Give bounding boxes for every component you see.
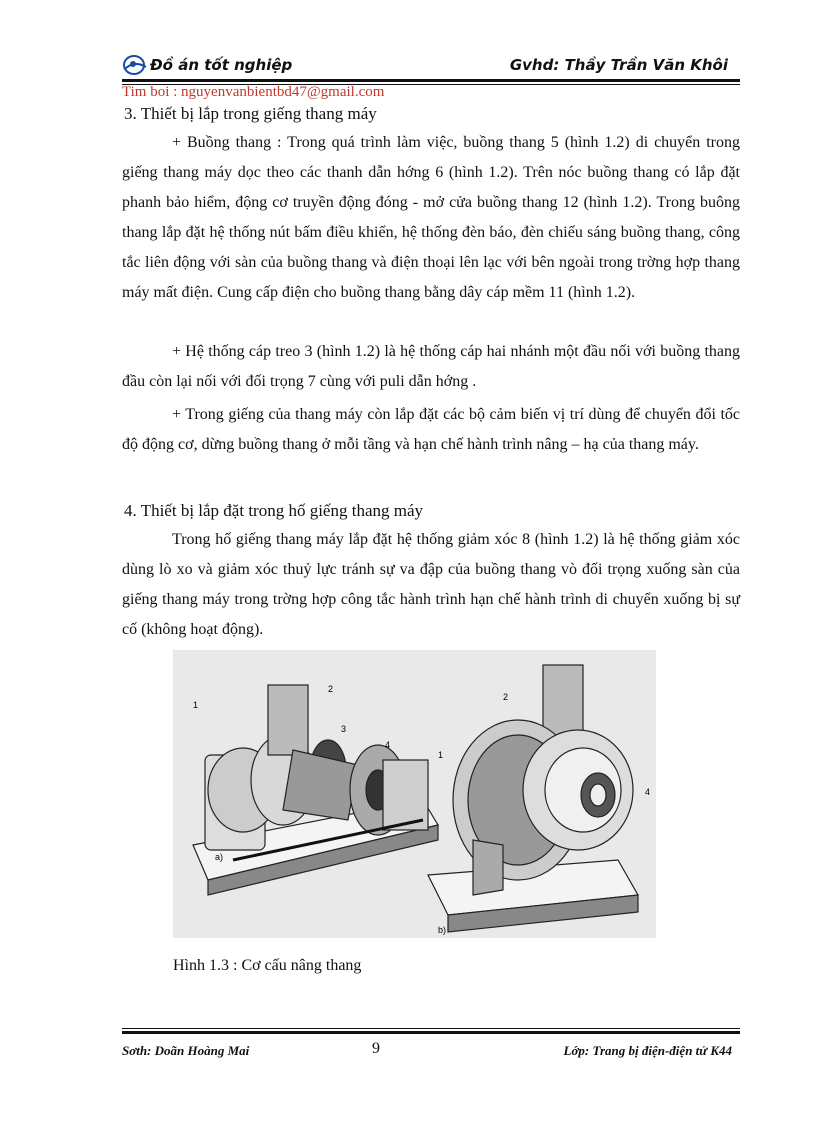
figure-label-a4: 4: [385, 740, 391, 750]
figure-label-b2: 2: [503, 692, 509, 702]
section-3-paragraph-3: + Trong giếng của thang máy còn lắp đặt các bộ cảm biến vị trí dùng để chuyển đổi tốc độ động cơ, dừng buồng thang ở mỗi tầng và hạn chế hành trình nâng – hạ của thang máy.: [122, 406, 740, 453]
figure-tag-b: b): [438, 925, 447, 935]
footer-class: Lớp: Trang bị điện-điện tử K44: [563, 1043, 732, 1058]
figure-tag-a: a): [215, 852, 224, 862]
footer-author: Sơth: Doãn Hoàng Mai: [122, 1043, 250, 1058]
section-3-paragraph-2: + Hệ thống cáp treo 3 (hình 1.2) là hệ thống cáp hai nhánh một đầu nối với buồng thang đầu còn lại nối với đối trọng 7 cùng với puli dẫn hớng .: [122, 343, 740, 390]
header-rule: [122, 79, 740, 82]
figure-label-b1: 1: [438, 750, 444, 760]
figure-label-a1: 1: [193, 700, 199, 710]
header-title: Đồ án tốt nghiệp: [150, 56, 293, 74]
figure-label-a2: 2: [328, 684, 334, 694]
hoist-mechanism-figure: [173, 650, 656, 938]
page-header: [122, 54, 740, 80]
section-4-paragraph-1: Trong hố giếng thang máy lắp đặt hệ thống giảm xóc 8 (hình 1.2) là hệ thống giảm xóc dùng lò xo và giảm xóc thuỷ lực tránh sự va đập của buồng thang vò đối trọng xuống sàn của giếng thang máy trong trờng hợp công tắc hành trình hạn chế hành trình di chuyển xuống bị sự cố (không hoạt động).: [122, 531, 740, 638]
footer-rule: [122, 1031, 740, 1034]
section-4-heading: 4. Thiết bị lắp đặt trong hố giếng thang máy: [124, 501, 424, 520]
figure-caption: Hình 1.3 : Cơ cấu nâng thang: [173, 957, 362, 974]
logo-icon: [122, 54, 148, 76]
header-advisor: Gvhd: Thầy Trần Văn Khôi: [509, 56, 728, 74]
section-3-heading: 3. Thiết bị lắp trong giếng thang máy: [124, 104, 377, 123]
footer-rule-thin: [122, 1028, 740, 1029]
page-number: 9: [372, 1040, 380, 1057]
section-3-paragraph-1: + Buồng thang : Trong quá trình làm việc, buồng thang 5 (hình 1.2) di chuyển trong giếng thang máy dọc theo các thanh dẫn hớng 6 (hình 1.2). Trên nóc buồng thang có lắp đặt phanh bảo hiểm, động cơ truyền động đóng - mở cửa buồng thang 12 (hình 1.2). Trong buông thang lắp đặt hệ thống nút bấm điều khiển, hệ thống đèn báo, đèn chiếu sáng buồng thang, công tắc liên động với sàn của buồng thang và điện thoại lên lạc với bên ngoài trong trờng hợp thang máy mất điện. Cung cấp điện cho buồng thang bằng dây cáp mềm 11 (hình 1.2).: [122, 134, 740, 301]
watermark-text: Tim boi : nguyenvanbientbd47@gmail.com: [122, 84, 385, 100]
figure-label-a3: 3: [341, 724, 347, 734]
figure-label-b4: 4: [645, 787, 651, 797]
